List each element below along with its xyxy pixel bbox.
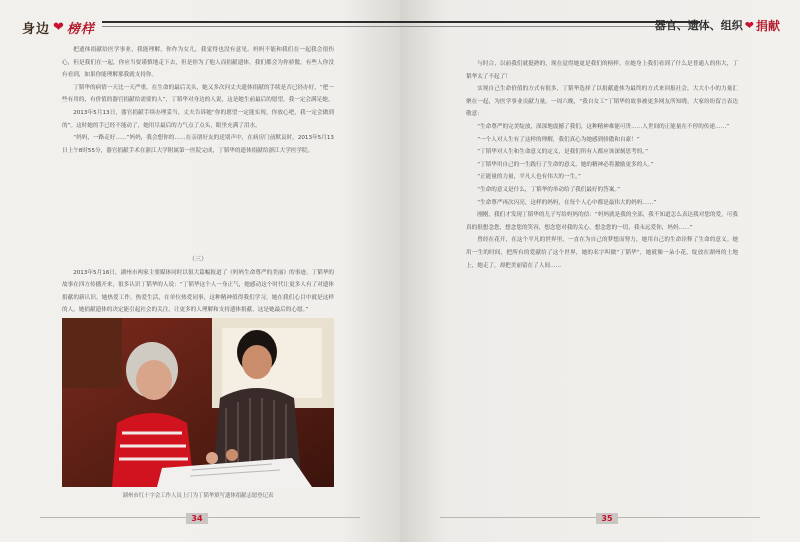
left-header-prefix: 身边 bbox=[22, 21, 51, 37]
header-rule bbox=[102, 21, 400, 23]
paragraph: 2013年5月13日，器官捐献手续办理妥当，丈夫告诉她“你的愿望一定能实现，你放心吧，我一定会做到的”。这时她的手已经不能动了，她用尽最后的力气点了点头，眼里充满了泪水。 bbox=[62, 109, 334, 129]
left-body-text bbox=[62, 44, 334, 157]
left-running-header bbox=[22, 14, 95, 40]
right-page bbox=[400, 0, 800, 542]
left-header-suffix: 榜样 bbox=[66, 21, 95, 37]
paragraph: 2013年5月16日，湖州市两家主要媒体同时以很大篇幅报道了《妈妈生命尊严的美丽》的事迹。丁韬华的故事在四方传播开来，很多认识丁韬华的人说：“丁韬华这个人一身正气，她感动这个时代让更多人有了对遗体捐献的新认识。她热爱工作，热爱生活，在单位热爱同事，这种精神值得我们学习，她在我们心目中就是这样的人。她捐献遗体的决定能引起社会的关注，让更多的人理解和支持遗体捐献，这是她最后的心愿。” bbox=[62, 269, 334, 314]
photo-registration bbox=[62, 318, 334, 487]
heart-icon: ❤ bbox=[744, 18, 754, 32]
quote-line: “一个人对人生有了这样的理解，我们真心为她感到骄傲和自豪！” bbox=[477, 136, 640, 143]
paragraph: 曾经在花开，在这个平凡的世界里，一直在为自己的梦想而努力，她用自己的生命诠释了生命的意义。她用一生的时间，把所有的爱献给了这个世界，她的名字叫做“丁韬华”，她就像一朵小花，绽放在湖州的土地上，她走了，却把美丽留在了人间…… bbox=[466, 237, 738, 269]
page-number-right: 35 bbox=[596, 513, 618, 524]
right-running-header bbox=[655, 12, 780, 38]
quote-line: “正能量的力量，平凡人也有伟大的一生。” bbox=[477, 174, 581, 181]
paragraph: 实现自己生命价值的方式有很多，丁韬华选择了以捐献遗体为最终的方式来回报社会，大大小小的力量汇聚在一起，为医学事业贡献力量。一周六晚，“我自女工”丁韬华的故事被更多网友所知晓，大家纷纷留言表达敬意： bbox=[466, 86, 738, 118]
paragraph: 刚刚，我们才发现丁韬华的儿子写给妈妈的信：“妈妈就是我的全部，我不知道怎么表达我对您的爱，可我真的很想念您，想念您的笑容，想念您对我的关心，想念您的一切，我永远爱你，妈妈……” bbox=[466, 212, 738, 231]
quote-line: “生命尊严的完美绽放，深深地震撼了我们，这种精神难能可贵……人世间的正能量在不停的传递……” bbox=[477, 123, 730, 130]
right-body-text bbox=[466, 58, 738, 272]
paragraph: “妈妈，一路走好……”妈妈，我会想你的……在亲朋好友的送别声中，在病房门前默哀时，2013年5月13日上午8时55分，器官捐献手术在浙江大学附属第一医院完成，丁韬华的遗体捐献给浙江大学医学院。 bbox=[62, 135, 334, 154]
right-header-prefix: 器官、遗体、组织 bbox=[654, 19, 743, 32]
heart-icon: ❤ bbox=[53, 19, 64, 35]
section-heading: （三） bbox=[188, 256, 208, 263]
right-header-suffix: 捐献 bbox=[755, 18, 780, 33]
photo-illustration bbox=[62, 318, 334, 487]
paragraph: 把遗体捐献给医学事业，我能理解，你作为女儿，我觉得也没有意见。妈妈不能和我们在一起我会很伤心，但是我们在一起，你应当要谨慎地走下去，但是你为了他人而捐献遗体，我们都会为你骄傲，有些人你没有看到，如果你能理解那我就支持你。 bbox=[62, 47, 334, 79]
paragraph: 丁韬华的病情一天比一天严重，在生命的最后关头，她又多次问丈夫遗体捐献的手续是否已经办好，“把一些有用的、有价值的器官捐献给需要的人”，丁韬华对身边的人说，这是她生前最后的愿望，我一定会满足她。 bbox=[62, 84, 334, 104]
left-body-text-2 bbox=[62, 254, 334, 317]
quote-line: “生命尊严再次闪亮，这样的妈妈，在每个人心中都是最伟大的妈妈……” bbox=[477, 199, 657, 206]
paragraph: 与时合，以前我们就挺熟的，现在觉得她更是我们的榜样。在她身上我们看到了什么是普通人的伟大，丁韬华太了不起了！ bbox=[466, 61, 738, 80]
page-number-left: 34 bbox=[186, 513, 208, 524]
quote-line: “丁韬华用自己的一生践行了生命的意义，她的精神必将激励更多的人。” bbox=[477, 161, 654, 168]
photo-caption: 湖州市红十字会工作人员上门为丁韬华填写遗体捐献志愿登记表 bbox=[122, 493, 274, 499]
quote-line: “生命的意义是什么，丁韬华的举动给了我们最好的答案。” bbox=[477, 186, 621, 193]
header-rule-thin bbox=[102, 26, 400, 27]
quote-line: “丁韬华对人生和生命意义的定义，是我们所有人都应该深刻思考的。” bbox=[477, 149, 648, 156]
